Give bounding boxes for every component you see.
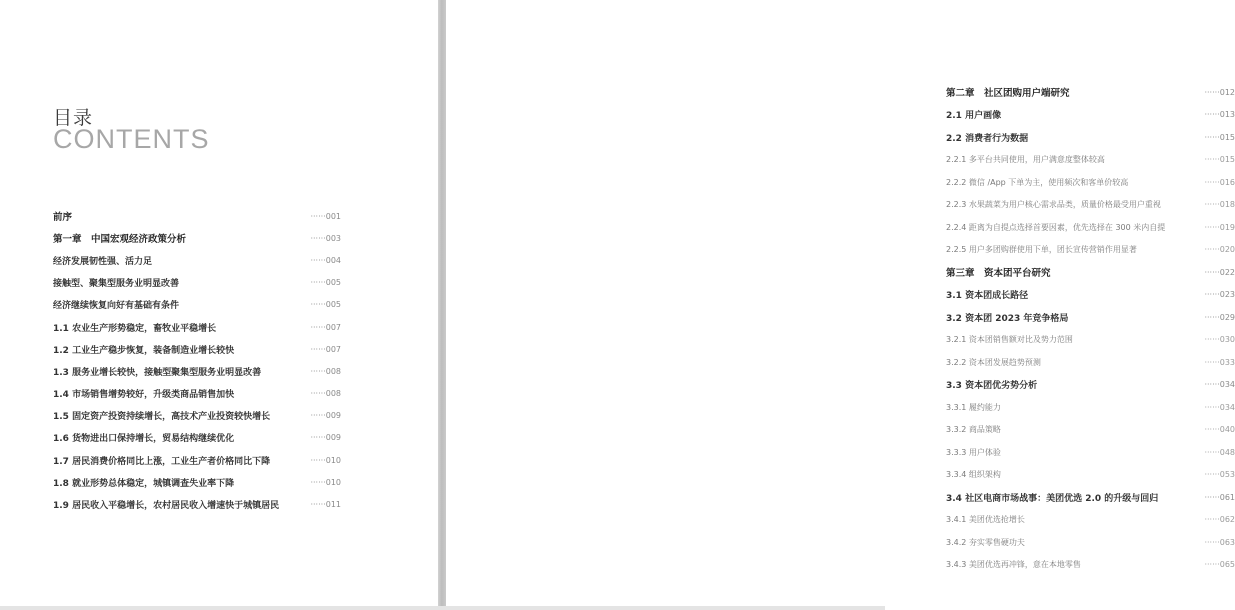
toc-entry-label: 3.2 资本团 2023 年竞争格局 <box>946 313 1069 324</box>
toc-entry-label: 2.1 用户画像 <box>946 111 1002 122</box>
toc-entry-page: ······062 <box>1204 515 1235 525</box>
toc-entry-page: ······007 <box>310 322 341 332</box>
toc-entry[interactable] <box>946 509 1235 532</box>
toc-entry-page: ······019 <box>1204 222 1235 232</box>
right-page <box>446 0 1235 610</box>
toc-entry-page: ······030 <box>1204 335 1235 345</box>
toc-entry-label: 接触型、聚集型服务业明显改善 <box>53 279 180 290</box>
toc-entry[interactable] <box>946 419 1235 442</box>
toc-entry-label: 3.3.3 用户体验 <box>946 447 1001 457</box>
toc-entry-page: ······009 <box>310 411 341 421</box>
toc-entry[interactable] <box>53 360 341 382</box>
toc-entry[interactable] <box>946 171 1235 194</box>
toc-entry[interactable] <box>946 329 1235 352</box>
toc-entry-page: ······048 <box>1204 447 1235 457</box>
toc-entry-label: 第三章 资本团平台研究 <box>946 268 1051 280</box>
toc-entry-label: 3.2.2 资本团发展趋势预测 <box>946 357 1041 367</box>
toc-entry-label: 1.7 居民消费价格同比上涨，工业生产者价格同比下降 <box>53 456 271 467</box>
toc-entry[interactable] <box>946 126 1235 149</box>
toc-entry-page: ······034 <box>1204 380 1235 390</box>
toc-entry[interactable] <box>53 205 341 227</box>
toc-entry[interactable] <box>946 531 1235 554</box>
toc-entry-label: 2.2.3 水果蔬菜为用户核心需求品类，质量价格最受用户重视 <box>946 200 1161 210</box>
toc-entry-page: ······023 <box>1204 290 1235 300</box>
toc-entry-label: 2.2.2 微信 /App 下单为主，使用频次和客单价较高 <box>946 177 1129 187</box>
toc-entry-label: 3.3.1 履约能力 <box>946 402 1001 412</box>
toc-entry[interactable] <box>946 486 1235 509</box>
toc-entry[interactable] <box>946 396 1235 419</box>
toc-entry-label: 3.3.4 组织架构 <box>946 470 1001 480</box>
toc-entry-page: ······003 <box>310 233 341 243</box>
toc-entry-label: 1.2 工业生产稳步恢复，装备制造业增长较快 <box>53 345 235 356</box>
toc-entry-label: 3.1 资本团成长路径 <box>946 291 1029 302</box>
toc-entry-label: 3.3.2 商品策略 <box>946 425 1001 435</box>
toc-entry-page: ······012 <box>1204 87 1235 97</box>
toc-entry-page: ······010 <box>310 477 341 487</box>
toc-entry[interactable] <box>53 294 341 316</box>
toc-entry[interactable] <box>946 374 1235 397</box>
toc-entry-page: ······005 <box>310 300 341 310</box>
toc-entry-label: 2.2.5 用户多团购群使用下单，团长宣传营销作用显著 <box>946 245 1137 255</box>
toc-entry-page: ······065 <box>1204 560 1235 570</box>
toc-entry-label: 1.9 居民收入平稳增长，农村居民收入增速快于城镇居民 <box>53 501 280 512</box>
toc-entry[interactable] <box>53 316 341 338</box>
toc-entry[interactable] <box>53 249 341 271</box>
toc-entry-label: 1.6 货物进出口保持增长，贸易结构继续优化 <box>53 434 235 445</box>
toc-entry[interactable] <box>946 306 1235 329</box>
toc-entry-label: 3.4.2 夯实零售硬功夫 <box>946 537 1025 547</box>
toc-entry-page: ······018 <box>1204 200 1235 210</box>
page-bottom-edge <box>0 606 885 610</box>
toc-entry-page: ······008 <box>310 389 341 399</box>
toc-entry-page: ······011 <box>310 500 341 510</box>
toc-list-right <box>946 81 1235 576</box>
toc-entry-page: ······007 <box>310 344 341 354</box>
toc-entry-page: ······005 <box>310 278 341 288</box>
toc-entry-label: 3.4.1 美团优选抢增长 <box>946 515 1025 525</box>
toc-entry-label: 经济发展韧性强、活力足 <box>53 256 153 267</box>
toc-entry-page: ······015 <box>1204 132 1235 142</box>
toc-entry-page: ······040 <box>1204 425 1235 435</box>
toc-entry-label: 1.3 服务业增长较快，接触型聚集型服务业明显改善 <box>53 367 262 378</box>
toc-list-left <box>53 205 341 516</box>
toc-entry-label: 第二章 社区团购用户端研究 <box>946 88 1070 100</box>
toc-entry-page: ······053 <box>1204 470 1235 480</box>
toc-entry[interactable] <box>53 427 341 449</box>
toc-entry-page: ······004 <box>310 255 341 265</box>
toc-entry[interactable] <box>946 149 1235 172</box>
toc-entry-label: 2.2.4 距离为自提点选择首要因素，优先选择在 300 米内自提 <box>946 222 1166 232</box>
toc-entry[interactable] <box>53 471 341 493</box>
toc-entry-page: ······001 <box>310 211 341 221</box>
left-page <box>0 0 438 610</box>
toc-entry[interactable] <box>946 441 1235 464</box>
toc-entry[interactable] <box>946 261 1235 284</box>
toc-entry-page: ······015 <box>1204 155 1235 165</box>
toc-entry[interactable] <box>53 405 341 427</box>
toc-entry-page: ······063 <box>1204 537 1235 547</box>
toc-entry-page: ······020 <box>1204 245 1235 255</box>
toc-entry-page: ······033 <box>1204 357 1235 367</box>
book-gutter <box>438 0 446 610</box>
toc-entry[interactable] <box>946 239 1235 262</box>
toc-entry-label: 第一章 中国宏观经济政策分析 <box>53 234 187 246</box>
toc-entry-page: ······008 <box>310 366 341 376</box>
toc-entry[interactable] <box>946 194 1235 217</box>
contents-title-cn: 目录 <box>53 107 94 129</box>
toc-entry-page: ······016 <box>1204 177 1235 187</box>
toc-entry[interactable] <box>53 493 341 515</box>
toc-entry[interactable] <box>53 338 341 360</box>
toc-entry[interactable] <box>946 284 1235 307</box>
toc-entry[interactable] <box>53 227 341 249</box>
toc-entry-page: ······061 <box>1204 492 1235 502</box>
toc-entry-label: 经济继续恢复向好有基础有条件 <box>53 301 180 312</box>
toc-entry-label: 3.4.3 美团优选再冲锋，意在本地零售 <box>946 560 1081 570</box>
toc-entry-page: ······034 <box>1204 402 1235 412</box>
toc-entry-page: ······013 <box>1204 110 1235 120</box>
toc-entry-page: ······009 <box>310 433 341 443</box>
toc-entry-page: ······029 <box>1204 312 1235 322</box>
toc-entry[interactable] <box>53 383 341 405</box>
toc-entry-label: 前序 <box>53 212 73 224</box>
toc-entry-label: 3.3 资本团优劣势分析 <box>946 381 1038 392</box>
toc-entry-label: 1.1 农业生产形势稳定，畜牧业平稳增长 <box>53 323 217 334</box>
toc-entry[interactable] <box>946 554 1235 577</box>
toc-entry-label: 1.4 市场销售增势较好，升级类商品销售加快 <box>53 390 235 401</box>
toc-entry[interactable] <box>53 449 341 471</box>
toc-entry[interactable] <box>53 272 341 294</box>
toc-entry[interactable] <box>946 464 1235 487</box>
toc-entry-label: 2.2 消费者行为数据 <box>946 133 1029 144</box>
toc-entry-label: 3.2.1 资本团销售额对比及势力范围 <box>946 335 1073 345</box>
toc-entry-page: ······022 <box>1204 267 1235 277</box>
toc-entry[interactable] <box>946 104 1235 127</box>
toc-entry-label: 1.5 固定资产投资持续增长，高技术产业投资较快增长 <box>53 412 271 423</box>
toc-entry-label: 1.8 就业形势总体稳定，城镇调查失业率下降 <box>53 478 235 489</box>
toc-entry[interactable] <box>946 81 1235 104</box>
toc-entry-label: 2.2.1 多平台共同使用，用户满意度整体较高 <box>946 155 1105 165</box>
toc-entry-page: ······010 <box>310 455 341 465</box>
toc-entry[interactable] <box>946 216 1235 239</box>
toc-entry-label: 3.4 社区电商市场战事：美团优选 2.0 的升级与回归 <box>946 493 1159 504</box>
contents-title-en: CONTENTS <box>53 124 210 154</box>
toc-entry[interactable] <box>946 351 1235 374</box>
